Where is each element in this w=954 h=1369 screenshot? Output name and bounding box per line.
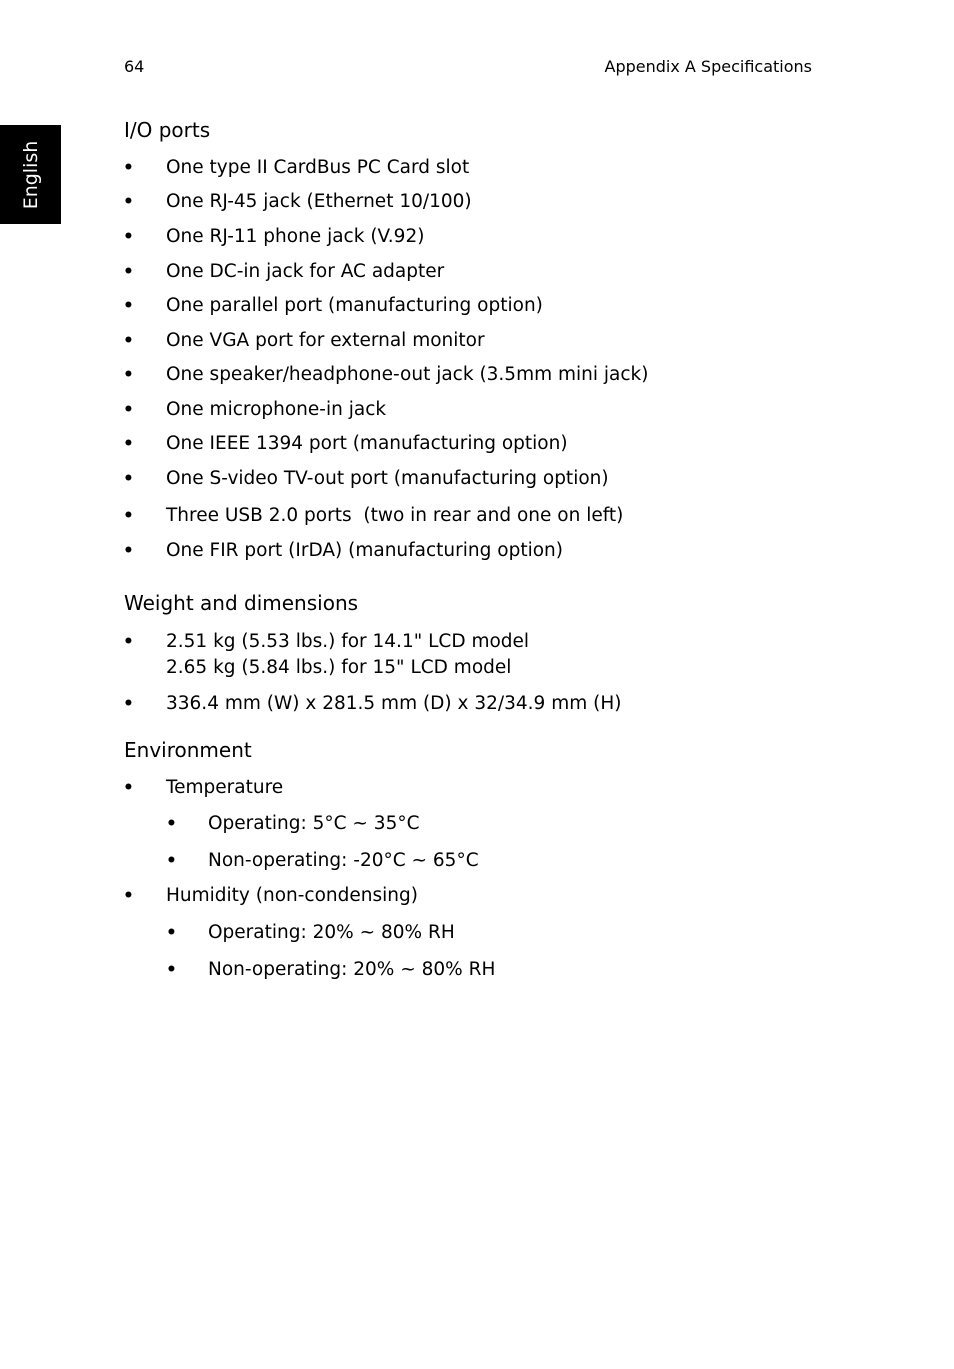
sub-list-item: Non-operating: -20°C ~ 65°C: [208, 850, 479, 871]
list-item: One S-video TV-out port (manufacturing option): [166, 468, 609, 489]
sub-list-item: Operating: 5°C ~ 35°C: [208, 813, 420, 834]
list-item: One microphone-in jack: [166, 399, 387, 420]
bullet-icon: •: [123, 506, 134, 526]
list-item: One parallel port (manufacturing option): [166, 295, 543, 316]
bullet-icon: •: [123, 632, 134, 652]
list-item: One VGA port for external monitor: [166, 330, 485, 351]
language-tab: [0, 125, 61, 224]
list-item: One speaker/headphone-out jack (3.5mm mini jack): [166, 364, 649, 385]
sub-list-item: Operating: 20% ~ 80% RH: [208, 922, 455, 943]
list-item: One RJ-11 phone jack (V.92): [166, 226, 425, 247]
bullet-icon: •: [123, 227, 134, 247]
bullet-icon: •: [123, 886, 134, 906]
bullet-icon: •: [123, 778, 134, 798]
bullet-icon: •: [166, 923, 177, 943]
running-header: Appendix A Specifications: [604, 57, 812, 76]
language-tab-label: English: [19, 140, 42, 209]
page-number: 64: [124, 57, 145, 76]
list-item: One type II CardBus PC Card slot: [166, 157, 470, 178]
list-item-temperature: Temperature: [166, 777, 284, 798]
bullet-icon: •: [166, 960, 177, 980]
list-item: Three USB 2.0 ports (two in rear and one on left): [166, 505, 624, 526]
list-item: One FIR port (IrDA) (manufacturing option): [166, 540, 563, 561]
bullet-icon: •: [123, 262, 134, 282]
bullet-icon: •: [123, 541, 134, 561]
bullet-icon: •: [123, 400, 134, 420]
bullet-icon: •: [123, 296, 134, 316]
section-heading-environment: Environment: [124, 738, 252, 762]
bullet-icon: •: [166, 851, 177, 871]
bullet-icon: •: [123, 434, 134, 454]
list-item: One IEEE 1394 port (manufacturing option): [166, 433, 568, 454]
list-item: 336.4 mm (W) x 281.5 mm (D) x 32/34.9 mm (H): [166, 693, 622, 714]
sub-list-item: Non-operating: 20% ~ 80% RH: [208, 959, 496, 980]
list-item-continuation: 2.65 kg (5.84 lbs.) for 15" LCD model: [166, 657, 512, 678]
bullet-icon: •: [123, 469, 134, 489]
bullet-icon: •: [123, 365, 134, 385]
section-heading-weight: Weight and dimensions: [124, 591, 359, 615]
list-item: One DC-in jack for AC adapter: [166, 261, 445, 282]
list-item: One RJ-45 jack (Ethernet 10/100): [166, 191, 472, 212]
bullet-icon: •: [123, 158, 134, 178]
section-heading-io-ports: I/O ports: [124, 118, 211, 142]
list-item: 2.51 kg (5.53 lbs.) for 14.1" LCD model: [166, 631, 530, 652]
bullet-icon: •: [123, 331, 134, 351]
bullet-icon: •: [166, 814, 177, 834]
bullet-icon: •: [123, 192, 134, 212]
list-item-humidity: Humidity (non-condensing): [166, 885, 418, 906]
bullet-icon: •: [123, 694, 134, 714]
